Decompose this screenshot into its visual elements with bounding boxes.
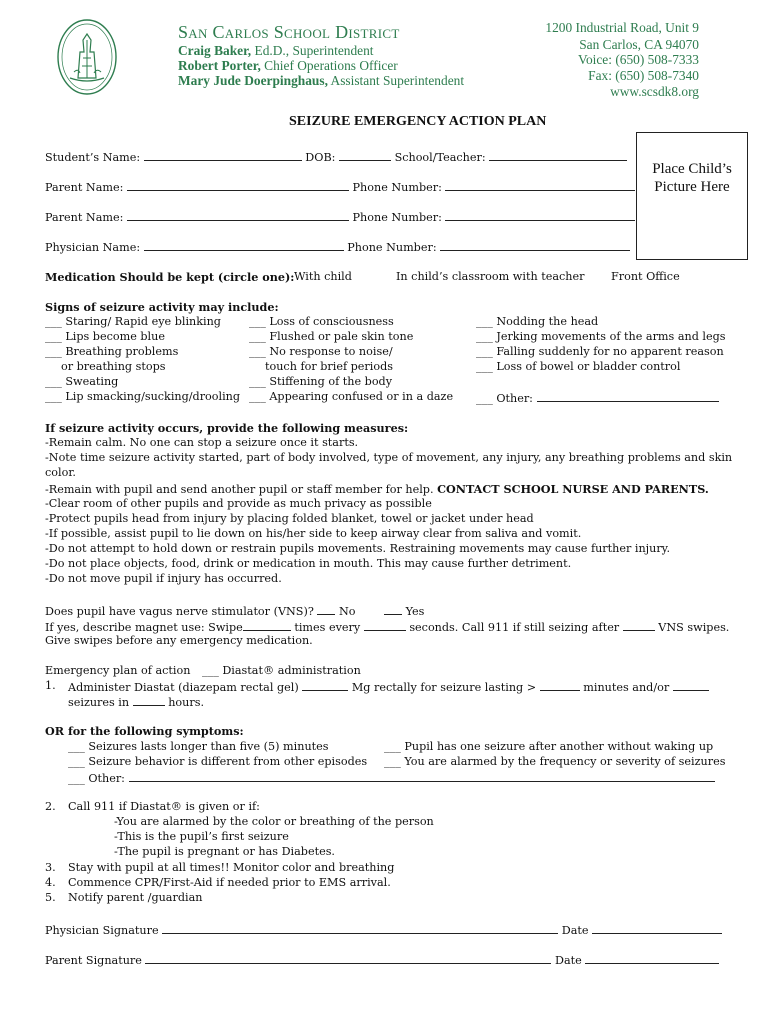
dob-field[interactable] [339, 149, 391, 161]
staff-name-2: Robert Porter, [178, 58, 261, 73]
parent-name-field-2[interactable] [127, 209, 349, 221]
parent-date-label: Date [555, 954, 582, 967]
symptom-alarmed: ___ You are alarmed by the frequency or severity of seizures [384, 755, 726, 768]
staff-name-1: Craig Baker, [178, 43, 252, 58]
district-name: San Carlos School District [178, 22, 400, 42]
vns-question-row [45, 603, 355, 618]
measure-2-cont: color. [45, 466, 76, 479]
sign-other-field[interactable] [537, 390, 719, 402]
step-3-num: 3. [45, 861, 56, 874]
vns-swipe-field[interactable] [243, 619, 291, 631]
measure-8: -Do not place objects, food, drink or medication in mouth. This may cause further detriment. [45, 557, 572, 570]
step-4-num: 4. [45, 876, 56, 889]
sign-breathing-cont: or breathing stops [61, 360, 166, 373]
address-voice: Voice: (650) 508-7333 [578, 52, 699, 67]
step-4-text: Commence CPR/First-Aid if needed prior to EMS arrival. [68, 876, 391, 889]
address-line-1: 1200 Industrial Road, Unit 9 [545, 20, 699, 35]
student-name-field[interactable] [144, 149, 302, 161]
step-2-sub-2: -This is the pupil’s first seizure [114, 830, 289, 843]
vns-times-label: times every [294, 621, 361, 634]
vns-give-swipes: Give swipes before any emergency medication. [45, 634, 313, 647]
student-name-label: Student’s Name: [45, 151, 141, 164]
parent-row-2 [45, 209, 635, 224]
staff-name-3: Mary Jude Doerpinghaus, [178, 73, 328, 88]
measure-9: -Do not move pupil if injury has occurred. [45, 572, 282, 585]
sign-sweating: ___ Sweating [45, 375, 119, 388]
vns-swipe-label: If yes, describe magnet use: Swipe [45, 621, 243, 634]
parent-name-label-2: Parent Name: [45, 211, 124, 224]
symptom-one-after-another: ___ Pupil has one seizure after another without waking up [384, 740, 714, 753]
phone-field-2[interactable] [445, 209, 635, 221]
phone-label-2: Phone Number: [352, 211, 442, 224]
sign-other [476, 390, 719, 405]
step-2-num: 2. [45, 800, 56, 813]
symptom-other-field[interactable] [129, 770, 715, 782]
symptom-different: ___ Seizure behavior is different from other episodes [68, 755, 368, 768]
vns-seconds-label: seconds. Call 911 if still seizing after [409, 621, 620, 634]
staff-line-2 [178, 58, 398, 74]
physician-signature-row [45, 922, 722, 937]
phone-field-1[interactable] [445, 179, 635, 191]
photo-line-1: Place Child’s [652, 161, 732, 177]
sign-breathing: ___ Breathing problems [45, 345, 179, 358]
sign-lips-blue: ___ Lips become blue [45, 330, 165, 343]
sign-bowel: ___ Loss of bowel or bladder control [476, 360, 681, 373]
measure-3 [45, 482, 709, 496]
vns-seconds-field[interactable] [364, 619, 406, 631]
diastat-option: ___ Diastat® administration [202, 664, 361, 677]
sign-nodding: ___ Nodding the head [476, 315, 599, 328]
seizure-minutes-field[interactable] [540, 679, 580, 691]
symptoms-heading: OR for the following symptoms: [45, 724, 244, 738]
step-5-num: 5. [45, 891, 56, 904]
step-2-sub-3: -The pupil is pregnant or has Diabetes. [114, 845, 335, 858]
staff-title-3: Assistant Superintendent [330, 73, 465, 88]
step-1-text-a: Administer Diastat (diazepam rectal gel) [68, 681, 299, 694]
page-title: SEIZURE EMERGENCY ACTION PLAN [289, 114, 547, 129]
physician-name-field[interactable] [144, 239, 344, 251]
parent-signature-label: Parent Signature [45, 954, 142, 967]
physician-date-label: Date [561, 924, 589, 937]
diastat-mg-field[interactable] [302, 679, 348, 691]
step-1-num: 1. [45, 679, 56, 692]
vns-yes-field[interactable] [384, 603, 402, 615]
measure-1: -Remain calm. No one can stop a seizure once it starts. [45, 436, 359, 449]
step-5-text: Notify parent /guardian [68, 891, 203, 904]
vns-yes [384, 603, 424, 618]
measure-4: -Clear room of other pupils and provide as much privacy as possible [45, 497, 432, 510]
sign-staring: ___ Staring/ Rapid eye blinking [45, 315, 221, 328]
step-1-text-d: seizures in [68, 696, 130, 709]
staff-title-1: Ed.D., Superintendent [254, 43, 374, 58]
parent-signature-field[interactable] [145, 952, 551, 964]
parent-row-1 [45, 179, 635, 194]
symptom-longer: ___ Seizures lasts longer than five (5) minutes [68, 740, 329, 753]
physician-signature-label: Physician Signature [45, 924, 159, 937]
sign-no-response-cont: touch for brief periods [265, 360, 393, 373]
physician-signature-field[interactable] [162, 922, 558, 934]
contact-nurse-parents: CONTACT SCHOOL NURSE AND PARENTS. [437, 482, 709, 496]
address-line-2: San Carlos, CA 94070 [579, 37, 699, 52]
measure-2: -Note time seizure activity started, part of body involved, type of movement, any injury, any breathing problems and skin [45, 451, 733, 464]
sign-falling: ___ Falling suddenly for no apparent reason [476, 345, 724, 358]
sign-stiffening: ___ Stiffening of the body [249, 375, 393, 388]
physician-date-field[interactable] [592, 922, 722, 934]
sign-lip-smacking: ___ Lip smacking/sucking/drooling [45, 390, 241, 403]
measure-3-text: -Remain with pupil and send another pupil or staff member for help. [45, 483, 434, 496]
physician-name-label: Physician Name: [45, 241, 141, 254]
symptom-other-label: ___ Other: [68, 772, 125, 785]
step-1-row-2 [68, 694, 204, 709]
vns-magnet-row [45, 619, 729, 634]
sign-loss-consciousness: ___ Loss of consciousness [249, 315, 394, 328]
district-logo [56, 18, 118, 99]
sign-no-response: ___ No response to noise/ [249, 345, 393, 358]
step-1-text-e: hours. [168, 696, 205, 709]
website-link[interactable]: www.scsdk8.org [610, 84, 699, 99]
medication-option-with-child[interactable]: With child [294, 270, 352, 283]
emergency-label: Emergency plan of action [45, 664, 191, 677]
vns-swipes-field[interactable] [623, 619, 655, 631]
signs-heading: Signs of seizure activity may include: [45, 300, 279, 314]
student-row [45, 149, 627, 164]
sign-jerking: ___ Jerking movements of the arms and legs [476, 330, 726, 343]
seizure-hours-field[interactable] [133, 694, 165, 706]
staff-title-2: Chief Operations Officer [264, 58, 398, 73]
parent-name-label-1: Parent Name: [45, 181, 124, 194]
step-1-text-b: Mg rectally for seizure lasting > [351, 681, 537, 694]
sign-other-label: ___ Other: [476, 392, 533, 405]
sign-skin-tone: ___ Flushed or pale skin tone [249, 330, 414, 343]
step-3-text: Stay with pupil at all times!! Monitor color and breathing [68, 861, 395, 874]
step-2-text: Call 911 if Diastat® is given or if: [68, 800, 260, 813]
medication-label: Medication Should be kept (circle one): [45, 270, 295, 284]
vns-question: Does pupil have vagus nerve stimulator (VNS)? [45, 605, 318, 618]
vns-no-field[interactable] [317, 603, 335, 615]
sign-confused: ___ Appearing confused or in a daze [249, 390, 454, 403]
measure-6: -If possible, assist pupil to lie down on his/her side to keep airway clear from saliva and vomit. [45, 527, 582, 540]
physician-row [45, 239, 630, 254]
step-1-row [68, 679, 709, 694]
physician-phone-label: Phone Number: [347, 241, 437, 254]
school-teacher-field[interactable] [489, 149, 627, 161]
school-teacher-label: School/Teacher: [394, 151, 486, 164]
measure-5: -Protect pupils head from injury by placing folded blanket, towel or jacket under head [45, 512, 534, 525]
symptom-other [68, 770, 715, 785]
measure-7: -Do not attempt to hold down or restrain pupils movements. Restraining movements may cause further injury. [45, 542, 671, 555]
parent-date-field[interactable] [585, 952, 719, 964]
phone-label-1: Phone Number: [352, 181, 442, 194]
vns-no-label: No [338, 605, 356, 618]
address-fax: Fax: (650) 508-7340 [588, 68, 699, 83]
photo-line-2: Picture Here [654, 179, 730, 195]
photo-box [636, 132, 748, 260]
measures-heading: If seizure activity occurs, provide the following measures: [45, 421, 409, 435]
step-2-sub-1: -You are alarmed by the color or breathing of the person [114, 815, 434, 828]
medication-option-front-office[interactable]: Front Office [611, 270, 680, 283]
staff-line-1 [178, 43, 374, 59]
parent-signature-row [45, 952, 719, 967]
medication-option-classroom[interactable]: In child’s classroom with teacher [396, 270, 585, 283]
vns-swipes-label: VNS swipes. [658, 621, 730, 634]
vns-yes-label: Yes [405, 605, 425, 618]
dob-label: DOB: [305, 151, 336, 164]
parent-name-field-1[interactable] [127, 179, 349, 191]
seizure-count-field[interactable] [673, 679, 709, 691]
physician-phone-field[interactable] [440, 239, 630, 251]
staff-line-3 [178, 73, 464, 89]
step-1-text-c: minutes and/or [583, 681, 670, 694]
